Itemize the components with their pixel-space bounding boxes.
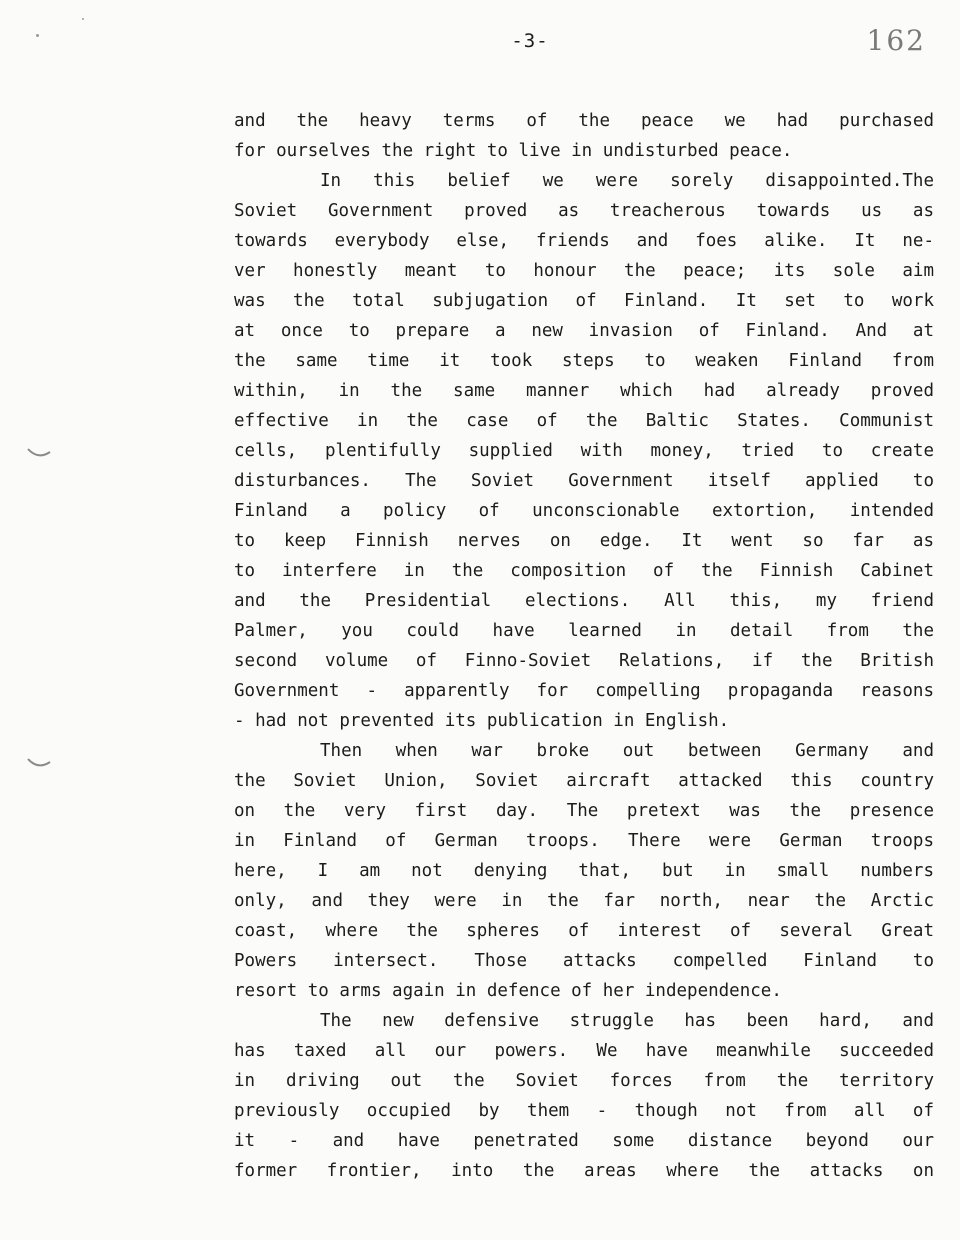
text-line: disturbances. The Soviet Government itself applied to bbox=[234, 471, 934, 491]
text-line: cells, plentifully supplied with money, tried to create bbox=[234, 441, 934, 461]
text-line: within, in the same manner which had already proved bbox=[234, 381, 934, 401]
text-line: was the total subjugation of Finland. It set to work bbox=[234, 291, 934, 311]
text-line: resort to arms again in defence of her independence. bbox=[234, 981, 782, 1001]
text-line: on the very first day. The pretext was the presence bbox=[234, 801, 934, 821]
paper-speck bbox=[82, 18, 84, 20]
text-line: Powers intersect. Those attacks compelled Finland to bbox=[234, 951, 934, 971]
text-line: in Finland of German troops. There were German troops bbox=[234, 831, 934, 851]
text-line: and the Presidential elections. All this, my friend bbox=[234, 591, 934, 611]
text-line: previously occupied by them - though not from all of bbox=[234, 1101, 934, 1121]
text-line: for ourselves the right to live in undisturbed peace. bbox=[234, 141, 793, 161]
text-line: Then when war broke out between Germany and bbox=[320, 741, 934, 761]
punch-hole-mark bbox=[26, 446, 52, 460]
text-line: and the heavy terms of the peace we had purchased bbox=[234, 111, 934, 131]
text-line: effective in the case of the Baltic States. Communist bbox=[234, 411, 934, 431]
text-line: at once to prepare a new invasion of Finland. And at bbox=[234, 321, 934, 341]
stamped-folio-number: 162 bbox=[866, 24, 926, 57]
page-number: -3- bbox=[511, 30, 549, 52]
text-line: second volume of Finno-Soviet Relations, if the British bbox=[234, 651, 934, 671]
text-line: coast, where the spheres of interest of several Great bbox=[234, 921, 934, 941]
text-line: Palmer, you could have learned in detail from the bbox=[234, 621, 934, 641]
text-line: Government - apparently for compelling propaganda reasons bbox=[234, 681, 934, 701]
text-line: in driving out the Soviet forces from the territory bbox=[234, 1071, 934, 1091]
text-line: has taxed all our powers. We have meanwhile succeeded bbox=[234, 1041, 934, 1061]
text-line: Soviet Government proved as treacherous towards us as bbox=[234, 201, 934, 221]
body-text bbox=[234, 106, 934, 1186]
text-line: - had not prevented its publication in English. bbox=[234, 711, 730, 731]
text-line: only, and they were in the far north, near the Arctic bbox=[234, 891, 934, 911]
text-line: The new defensive struggle has been hard, and bbox=[320, 1011, 934, 1031]
text-line: to keep Finnish nerves on edge. It went so far as bbox=[234, 531, 934, 551]
text-line: the same time it took steps to weaken Finland from bbox=[234, 351, 934, 371]
punch-hole-mark bbox=[26, 756, 52, 770]
text-line: former frontier, into the areas where the attacks on bbox=[234, 1161, 934, 1181]
text-line: the Soviet Union, Soviet aircraft attacked this country bbox=[234, 771, 934, 791]
text-line: here, I am not denying that, but in small numbers bbox=[234, 861, 934, 881]
text-line: towards everybody else, friends and foes alike. It ne- bbox=[234, 231, 934, 251]
text-line: ver honestly meant to honour the peace; its sole aim bbox=[234, 261, 934, 281]
text-line: it - and have penetrated some distance beyond our bbox=[234, 1131, 934, 1151]
text-line: Finland a policy of unconscionable extortion, intended bbox=[234, 501, 934, 521]
text-line: to interfere in the composition of the Finnish Cabinet bbox=[234, 561, 934, 581]
text-line: In this belief we were sorely disappointed.The bbox=[320, 171, 934, 191]
